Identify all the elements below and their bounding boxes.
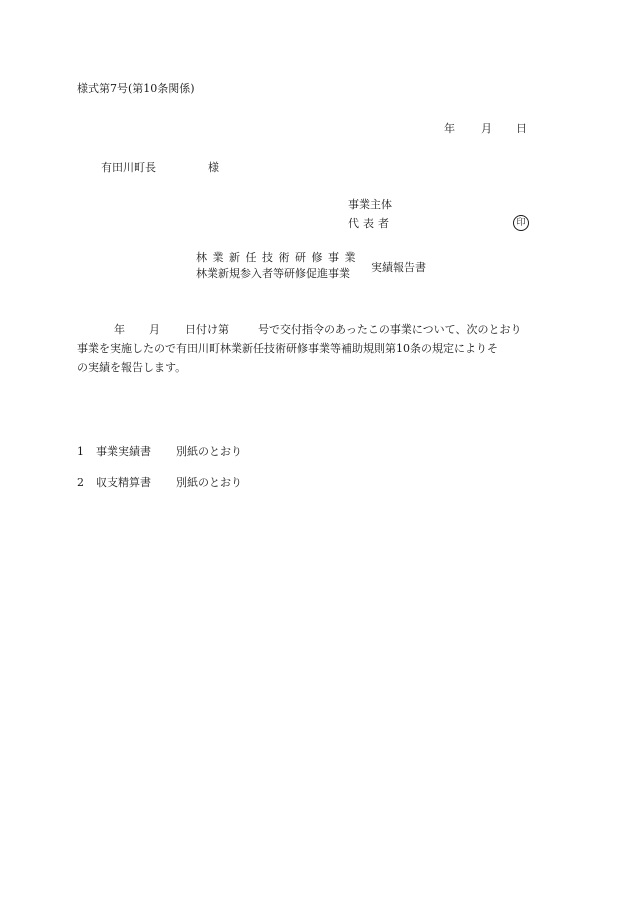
title-line-2: 林業新規参入者等研修促進事業 <box>196 267 350 280</box>
seal-icon: 印 <box>513 215 529 231</box>
addressee-suffix: 様 <box>208 161 219 174</box>
item-label: 事業実績書 <box>96 445 151 458</box>
organization-label: 事業主体 <box>348 198 392 211</box>
body-month: 月 <box>149 323 160 336</box>
date-year-label: 年 <box>444 122 455 135</box>
title-suffix: 実績報告書 <box>371 261 426 274</box>
item-value: 別紙のとおり <box>176 445 242 458</box>
body-line-3: の実績を報告します。 <box>77 361 187 374</box>
addressee: 有田川町長 <box>101 161 156 174</box>
body-day: 日付け第 <box>185 323 229 336</box>
title-line-1: 林業新任技術研修事業 <box>196 251 361 264</box>
representative-label: 代表者 <box>348 217 393 230</box>
form-number: 様式第7号(第10条関係) <box>77 82 195 95</box>
item-number: 2 <box>77 476 84 489</box>
item-value: 別紙のとおり <box>176 476 242 489</box>
item-number: 1 <box>77 445 84 458</box>
date-day-label: 日 <box>516 122 527 135</box>
item-label: 収支精算書 <box>96 476 151 489</box>
date-month-label: 月 <box>481 122 492 135</box>
body-line-2: 事業を実施したので有田川町林業新任技術研修事業等補助規則第10条の規定によりそ <box>77 342 498 355</box>
body-year: 年 <box>114 323 125 336</box>
body-line-1: 号で交付指令のあったこの事業について、次のとおり <box>258 323 522 336</box>
